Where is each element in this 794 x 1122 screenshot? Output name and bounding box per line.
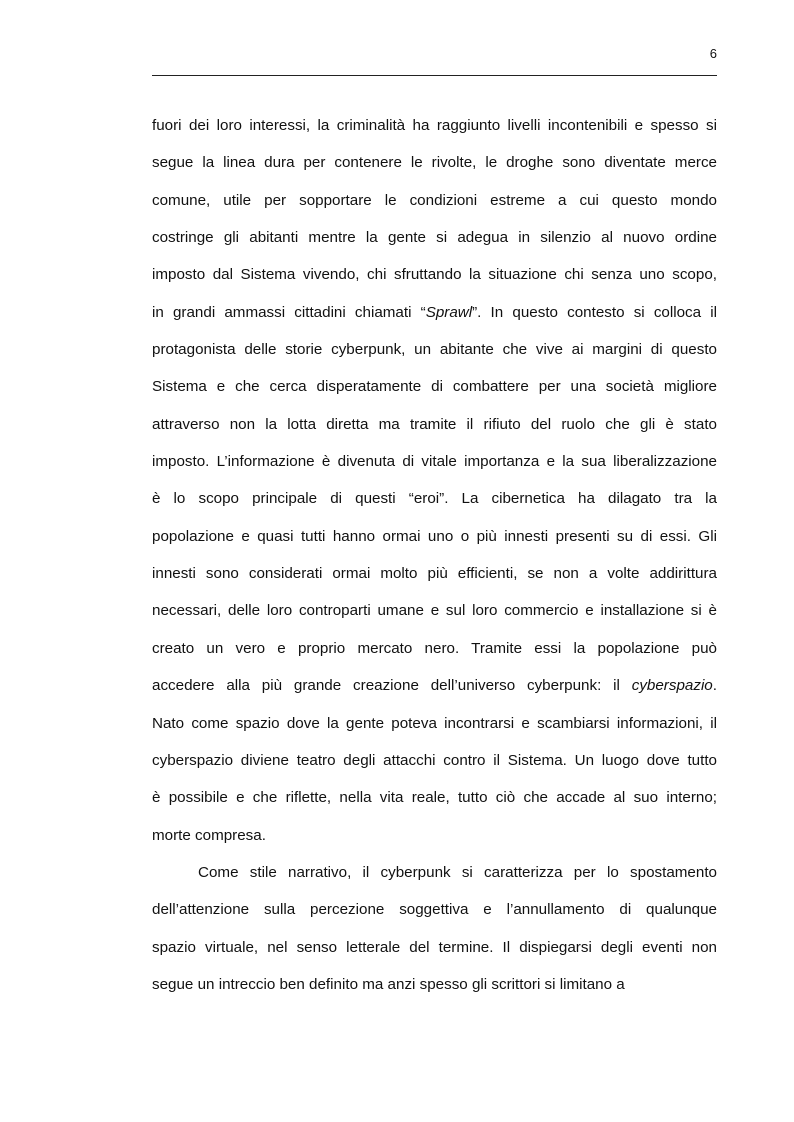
text-segment: in grandi ammassi cittadini chiamati “ [152, 303, 426, 321]
text-line [152, 294, 717, 331]
paragraph-2 [152, 854, 717, 1003]
text-line: Nato come spazio dove la gente poteva incontrarsi e scambiarsi informazioni, il [152, 714, 717, 732]
header-rule [152, 75, 717, 76]
text-line: Come stile narrativo, il cyberpunk si caratterizza per lo spostamento [198, 863, 717, 881]
text-line: Sistema e che cerca disperatamente di combattere per una società migliore [152, 378, 717, 396]
text-line: cyberspazio diviene teatro degli attacchi contro il Sistema. Un luogo dove tutto [152, 751, 717, 769]
text-line: protagonista delle storie cyberpunk, un abitante che vive ai margini di questo [152, 341, 717, 359]
text-segment: ”. In questo contesto si colloca il [472, 303, 718, 321]
text-line: fuori dei loro interessi, la criminalità ha raggiunto livelli incontenibili e spesso si [152, 117, 717, 134]
text-line [152, 667, 717, 704]
text-line: popolazione e quasi tutti hanno ormai uno o più innesti presenti su di essi. Gli [152, 527, 717, 545]
text-line: è possibile e che riflette, nella vita reale, tutto ciò che accade al suo interno; [152, 789, 717, 807]
text-segment: accedere alla più grande creazione dell’universo cyberpunk: il [152, 677, 632, 695]
text-line: necessari, delle loro controparti umane e sul loro commercio e installazione si è [152, 602, 717, 620]
text-line: segue un intreccio ben definito ma anzi spesso gli scrittori si limitano a [152, 975, 625, 993]
text-line: segue la linea dura per contenere le rivolte, le droghe sono diventate merce [152, 154, 717, 172]
text-line: creato un vero e proprio mercato nero. Tramite essi la popolazione può [152, 639, 717, 657]
text-line: morte compresa. [152, 826, 266, 844]
page-number: 6 [709, 46, 717, 61]
body-text [152, 107, 717, 1003]
text-line: è lo scopo principale di questi “eroi”. La cibernetica ha dilagato tra la [152, 490, 717, 508]
text-line: attraverso non la lotta diretta ma tramite il rifiuto del ruolo che gli è stato [152, 415, 717, 433]
text-line: innesti sono considerati ormai molto più efficienti, se non a volte addirittura [152, 565, 717, 583]
paragraph-1 [152, 107, 717, 854]
text-line: costringe gli abitanti mentre la gente si adegua in silenzio al nuovo ordine [152, 229, 717, 247]
italic-term-cyberspazio: cyberspazio [631, 677, 713, 695]
text-line: dell’attenzione sulla percezione soggettiva e l’annullamento di qualunque [152, 901, 717, 919]
text-segment: . [712, 677, 717, 695]
text-line: spazio virtuale, nel senso letterale del termine. Il dispiegarsi degli eventi non [152, 938, 717, 956]
text-line: imposto. L’informazione è divenuta di vitale importanza e la sua liberalizzazione [152, 453, 717, 471]
text-line: comune, utile per sopportare le condizioni estreme a cui questo mondo [152, 191, 717, 209]
text-line: imposto dal Sistema vivendo, chi sfruttando la situazione chi senza uno scopo, [152, 266, 717, 284]
italic-term-sprawl: Sprawl [425, 303, 473, 321]
